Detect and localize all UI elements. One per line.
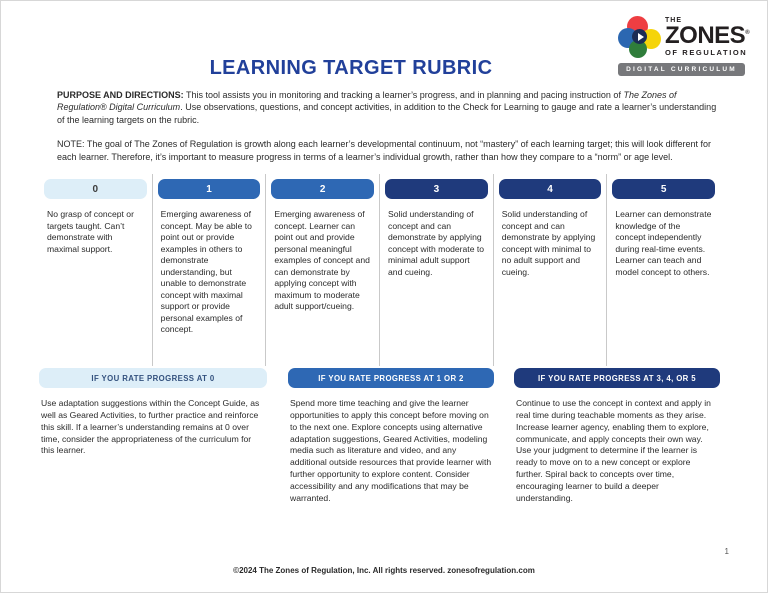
guidance-section-1	[288, 368, 494, 505]
guidance-heading-2: IF YOU RATE PROGRESS AT 3, 4, OR 5	[514, 368, 720, 388]
guidance-section-2	[514, 368, 720, 505]
note-paragraph: NOTE: The goal of The Zones of Regulation is growth along each learner’s developmental continuum, not “mastery” of each learning target; this will look different for each learner. Therefore, it’s important to measure progress in terms of a learner’s individual growth, rather than how they compare to a “norm” or age level.	[57, 139, 712, 162]
zones-pinwheel-icon	[618, 15, 662, 59]
zones-wordmark	[665, 17, 749, 57]
score-pill-3: 3	[385, 179, 488, 199]
guidance-body-1: Spend more time teaching and give the learner opportunities to apply this concept before moving on to the next one. Explore concepts using alternative adaptation suggestions, Geared Activities, modeling media such as literature and video, and any additional outside resources that provide learner with further opportunity to explore content. Consider accessibility and any modifications that may be warranted.	[290, 398, 492, 503]
registered-mark: ®	[745, 30, 750, 37]
score-pill-4: 4	[499, 179, 602, 199]
rubric-column-3	[380, 174, 494, 366]
rubric-column-0	[39, 174, 153, 366]
guidance-section-0	[39, 368, 267, 505]
logo-of-regulation-text: OF REGULATION	[665, 48, 748, 58]
guidance-heading-1: IF YOU RATE PROGRESS AT 1 OR 2	[288, 368, 494, 388]
play-icon	[638, 33, 644, 41]
rubric-description-3: Solid understanding of concept and can demonstrate by applying concept with moderate to minimal adult support and cueing.	[388, 209, 485, 277]
guidance-heading-0: IF YOU RATE PROGRESS AT 0	[39, 368, 267, 388]
digital-curriculum-badge: DIGITAL CURRICULUM	[618, 63, 745, 76]
purpose-paragraph: PURPOSE AND DIRECTIONS: This tool assists you in monitoring and tracking a learner’s progress, and in planning and pacing instruction of The Zones of Regulation® Digital Curriculum. Use observations, questions, and concept activities, in addition to the Check for Learning to gauge and rate a learner’s understanding of the learning targets on the rubric.	[57, 90, 717, 125]
score-pill-1: 1	[158, 179, 261, 199]
score-pill-5: 5	[612, 179, 715, 199]
rubric-column-1	[153, 174, 267, 366]
purpose-label: PURPOSE AND DIRECTIONS:	[57, 90, 184, 100]
page-number: 1	[724, 547, 729, 556]
rubric-description-0: No grasp of concept or targets taught. Can’t demonstrate with maximal support.	[47, 209, 134, 254]
guidance-body-0: Use adaptation suggestions within the Concept Guide, as well as Geared Activities, to further practice and reinforce this skill. If a learner’s understanding remains at 0 over time, consider the appropriateness of the curriculum for this learner.	[41, 398, 260, 456]
rubric-description-2: Emerging awareness of concept. Learner can point out and provide personal meaningful examples of concept and can demonstrate by applying concept with maximum to moderate adult support/cueing.	[274, 209, 370, 312]
rubric-description-5: Learner can demonstrate knowledge of the concept independently during real-time events. Learner can teach and model concept to others.	[615, 209, 712, 277]
score-pill-2: 2	[271, 179, 374, 199]
rubric-description-1: Emerging awareness of concept. May be able to point out or provide examples in others to demonstrate understanding, but unable to demonstrate concept with maximal support or provide personal examples of concept.	[160, 209, 252, 335]
rubric-column-4	[494, 174, 608, 366]
logo-zones-text: ZONES®	[665, 22, 750, 50]
page-title: LEARNING TARGET RUBRIC	[209, 57, 493, 79]
curriculum-name-italic: The Zones of Regulation® Digital Curriculum	[57, 90, 677, 113]
footer-copyright: ©2024 The Zones of Regulation, Inc. All rights reserved. zonesofregulation.com	[233, 566, 535, 575]
rubric-column-2	[266, 174, 380, 366]
intro-section	[57, 89, 723, 163]
logo-the-text: THE	[665, 17, 682, 25]
rubric-column-5	[607, 174, 720, 366]
progress-guidance-section	[39, 368, 720, 505]
score-pill-0: 0	[44, 179, 147, 199]
rubric-description-4: Solid understanding of concept and can demonstrate by applying concept with minimal to no adult support and cueing.	[501, 209, 596, 277]
guidance-body-2: Continue to use the concept in context and apply in real time during teachable moments as they arise. Increase learner agency, enabling them to explore, communicate, and apply concepts their own way. Use your judgment to determine if the learner is ready to move on to a new concept or explore further. Spiral back to concepts over time, encouraging learner to build a deeper understanding.	[516, 398, 711, 503]
rubric-table	[39, 174, 720, 366]
